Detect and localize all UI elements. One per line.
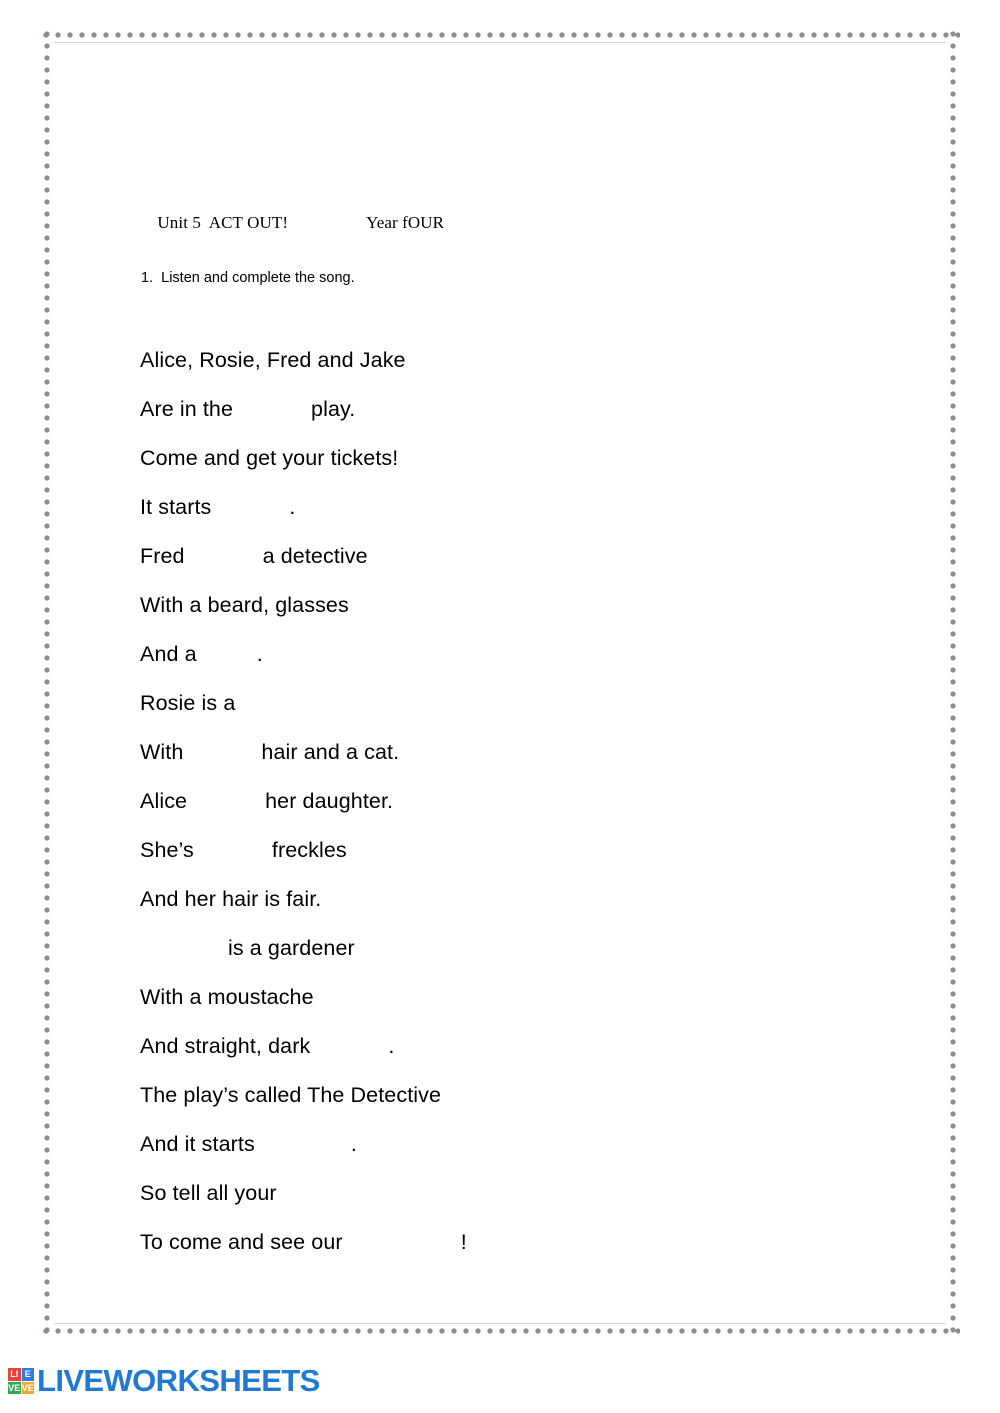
song-line-text: Rosie is a xyxy=(140,691,236,715)
year-label: Year fOUR xyxy=(366,213,445,232)
answer-blank[interactable] xyxy=(197,630,257,679)
logo-tile-ve2: VE xyxy=(21,1382,34,1393)
song-line xyxy=(140,1022,880,1071)
song-line-text: So tell all your xyxy=(140,1181,277,1205)
answer-blank[interactable] xyxy=(185,532,263,581)
song-line xyxy=(140,434,880,483)
answer-blank[interactable] xyxy=(310,1022,388,1071)
song-line-text: With xyxy=(140,740,184,764)
song-line-text: . xyxy=(350,1132,357,1156)
song-line-text: Alice xyxy=(140,789,188,813)
worksheet-header xyxy=(140,193,444,253)
song-line xyxy=(140,532,880,581)
song-line-text: play. xyxy=(311,397,356,421)
song-line-text: She’s xyxy=(140,838,194,862)
song-line xyxy=(140,1218,880,1267)
song-line-text: freckles xyxy=(271,838,347,862)
answer-blank[interactable] xyxy=(255,1120,351,1169)
answer-blank[interactable] xyxy=(187,777,265,826)
song-line xyxy=(140,1169,880,1218)
song-line-text: With a moustache xyxy=(140,985,314,1009)
song-line xyxy=(140,973,880,1022)
answer-blank[interactable] xyxy=(233,385,311,434)
liveworksheets-footer xyxy=(8,1363,320,1399)
song-line xyxy=(140,777,880,826)
song-line-text: ! xyxy=(460,1230,467,1254)
song-line xyxy=(140,581,880,630)
song-line xyxy=(140,826,880,875)
logo-tile-e: E xyxy=(22,1368,35,1381)
song-line xyxy=(140,1120,880,1169)
song-line-text: Fred xyxy=(140,544,185,568)
logo-tile-ve: VE xyxy=(8,1382,21,1393)
song-line-text: Come and get your tickets! xyxy=(140,446,399,470)
song-line-text: And a xyxy=(140,642,197,666)
song-line xyxy=(140,728,880,777)
song-line xyxy=(140,875,880,924)
song-line-text: is a gardener xyxy=(228,936,355,960)
liveworksheets-wordmark: LIVEWORKSHEETS xyxy=(37,1363,320,1398)
task-instruction: 1. Listen and complete the song. xyxy=(141,270,355,286)
song-line-text: And her hair is fair. xyxy=(140,887,322,911)
song-line xyxy=(140,336,880,385)
song-line xyxy=(140,483,880,532)
answer-blank[interactable] xyxy=(183,728,261,777)
song-line-text: . xyxy=(289,495,296,519)
border-inner-rule-bottom xyxy=(54,1323,946,1324)
border-left-edge xyxy=(40,28,54,1338)
song-line xyxy=(140,1071,880,1120)
song-line-text: . xyxy=(388,1034,395,1058)
song-line xyxy=(140,385,880,434)
unit-title: Unit 5 ACT OUT! xyxy=(157,213,289,232)
song-line-text: With a beard, glasses xyxy=(140,593,349,617)
logo-tile-li: LI xyxy=(8,1368,21,1381)
song-line xyxy=(140,679,880,728)
song-line-text: Are in the xyxy=(140,397,234,421)
answer-blank[interactable] xyxy=(140,924,228,973)
song-lyrics xyxy=(140,336,880,1267)
song-line-text: The play’s called The Detective xyxy=(140,1083,442,1107)
song-line-text: And straight, dark xyxy=(140,1034,311,1058)
answer-blank[interactable] xyxy=(343,1218,461,1267)
song-line xyxy=(140,924,880,973)
border-right-edge xyxy=(946,28,960,1338)
border-inner-rule-top xyxy=(54,42,946,43)
song-line-text: her daughter. xyxy=(265,789,394,813)
song-line-text: a detective xyxy=(262,544,368,568)
liveworksheets-logo-icon xyxy=(8,1368,34,1394)
answer-blank[interactable] xyxy=(194,826,272,875)
song-line xyxy=(140,630,880,679)
song-line-text: Alice, Rosie, Fred and Jake xyxy=(140,348,406,372)
song-line-text: . xyxy=(256,642,263,666)
song-line-text: It starts xyxy=(140,495,212,519)
answer-blank[interactable] xyxy=(211,483,289,532)
song-line-text: And it starts xyxy=(140,1132,255,1156)
border-bottom-edge xyxy=(40,1324,960,1338)
song-line-text: To come and see our xyxy=(140,1230,343,1254)
song-line-text: hair and a cat. xyxy=(261,740,400,764)
border-top-edge xyxy=(40,28,960,42)
